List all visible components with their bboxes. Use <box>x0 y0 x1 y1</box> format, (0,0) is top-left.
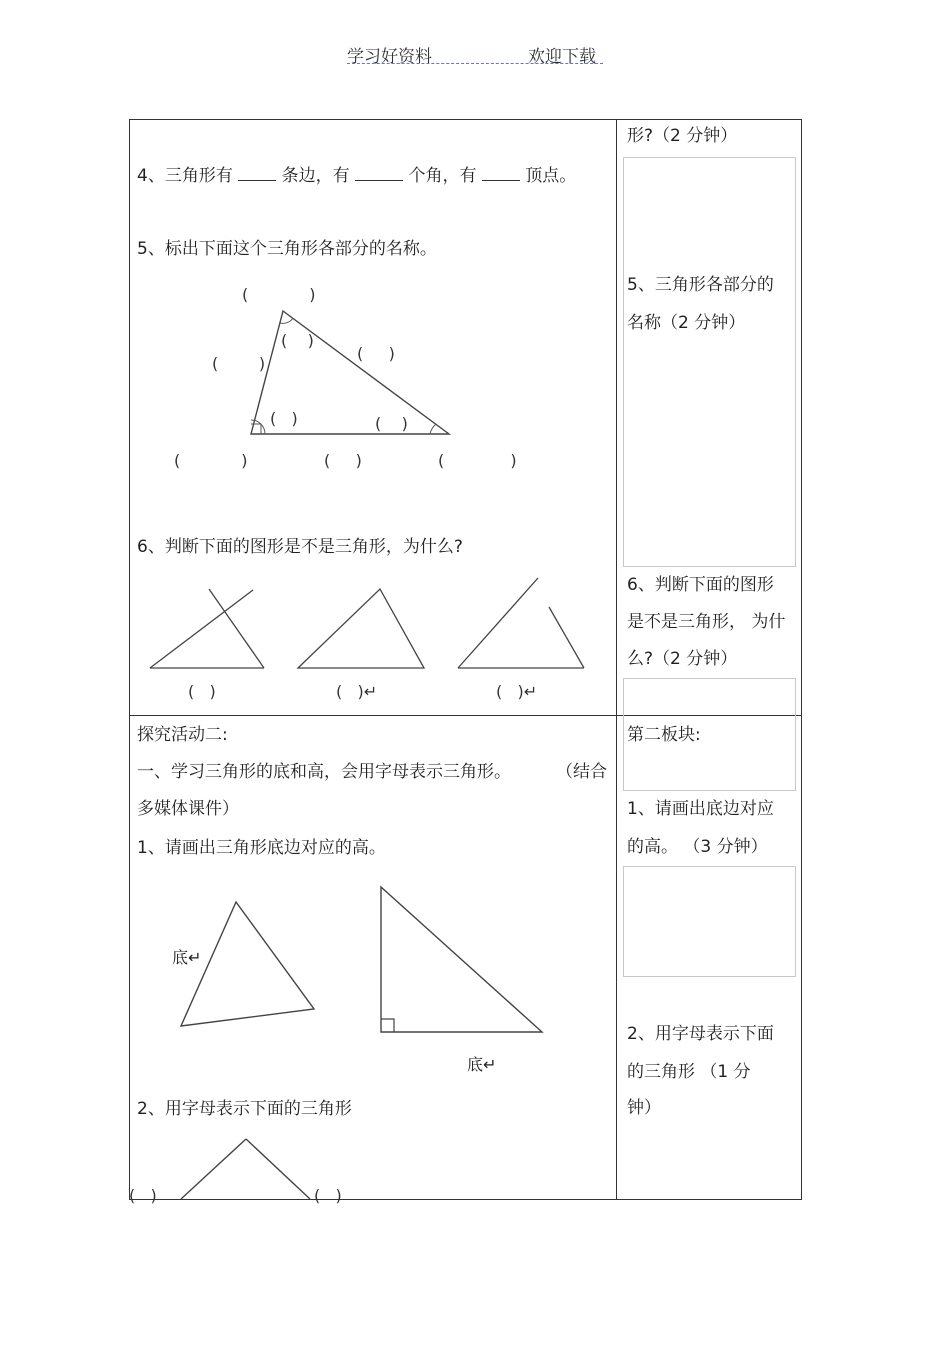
paren-label-apex-angle: ( ) <box>281 331 314 350</box>
vertex-paren-right: ( ) <box>314 1186 342 1205</box>
base-label-2: 底↵ <box>467 1055 497 1074</box>
paren-label-right-angle: ( ) <box>375 414 408 433</box>
right-section-2-title: 第二板块: <box>627 725 701 745</box>
question-6: 6、判断下面的图形是不是三角形，为什么? <box>137 537 463 557</box>
right-answer-box-1 <box>623 157 796 567</box>
q4-part-d: 顶点。 <box>525 166 577 186</box>
right-note-6b: 的三角形 （1 分 <box>627 1062 751 1082</box>
right-note-5a: 1、请画出底边对应 <box>627 799 774 819</box>
right-note-6a: 2、用字母表示下面 <box>627 1024 774 1044</box>
activity-2-q2: 2、用字母表示下面的三角形 <box>137 1099 352 1119</box>
activity-2-line2: 多媒体课件） <box>137 799 239 819</box>
question-5: 5、标出下面这个三角形各部分的名称。 <box>137 239 437 259</box>
answer-paren-2: ( )↵ <box>336 682 378 701</box>
paren-label-bottom-3: ( ) <box>438 451 517 470</box>
right-note-5b: 的高。 （3 分钟） <box>627 837 768 857</box>
paren-label-left-side: ( ) <box>212 354 266 373</box>
header-left: 学习好资料 <box>347 47 432 67</box>
base-label-2-text: 底 <box>467 1055 484 1074</box>
answer-paren-1: ( ) <box>188 682 216 701</box>
right-note-2a: 5、三角形各部分的 <box>627 275 774 295</box>
activity-2-title: 探究活动二: <box>137 725 228 745</box>
paren-label-bottom-1: ( ) <box>174 451 248 470</box>
right-note-2b: 名称（2 分钟） <box>627 313 746 333</box>
q4-part-c: 个角，有 <box>408 166 477 186</box>
base-label-1: 底↵ <box>172 948 202 967</box>
right-note-6c: 钟） <box>627 1098 661 1118</box>
activity-2-q1: 1、请画出三角形底边对应的高。 <box>137 838 386 858</box>
answer-paren-3: ( )↵ <box>496 682 538 701</box>
right-note-1: 形?（2 分钟） <box>627 126 738 146</box>
q4-part-a: 4、三角形有 <box>137 166 233 186</box>
paren-label-bottom-2: ( ) <box>324 451 362 470</box>
paren-label-inner: ( ) <box>270 409 298 428</box>
right-note-3c: 么?（2 分钟） <box>627 649 738 669</box>
header-right: 欢迎下载 <box>528 47 596 67</box>
activity-2-line1-tail: （结合 <box>556 762 607 782</box>
right-note-3a: 6、判断下面的图形 <box>627 575 774 595</box>
paren-label-right-side: ( ) <box>357 344 395 363</box>
paren-label-top: ( ) <box>242 285 316 304</box>
right-answer-box-3 <box>623 866 796 977</box>
right-note-3b: 是不是三角形， 为什 <box>627 612 786 632</box>
q4-part-b: 条边，有 <box>281 166 350 186</box>
vertex-paren-left: ( ) <box>129 1186 157 1205</box>
base-label-1-text: 底 <box>172 948 189 967</box>
activity-2-line1: 一、学习三角形的底和高，会用字母表示三角形。 <box>137 762 511 782</box>
